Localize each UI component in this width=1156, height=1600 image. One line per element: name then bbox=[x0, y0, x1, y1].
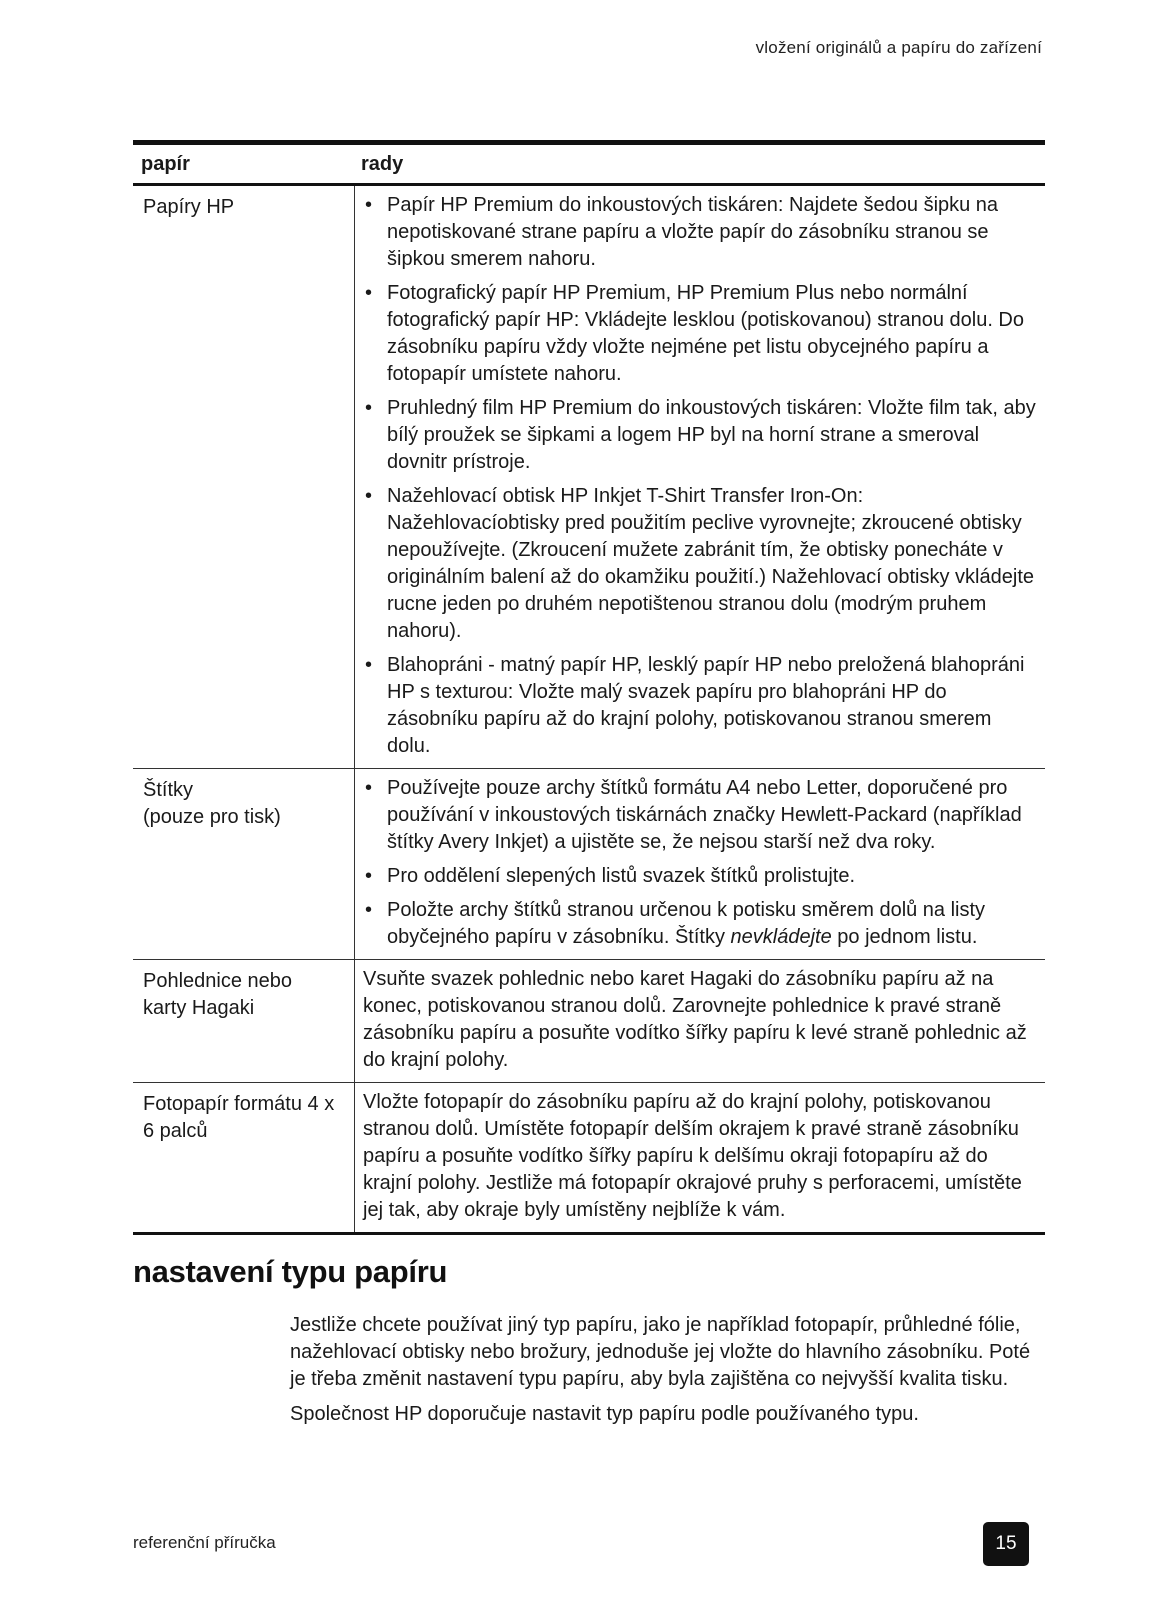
tip-item: • Blahopráni - matný papír HP, lesklý papír HP nebo preložená blahopráni HP s texturou: Vložte malý svazek papíru pro blahopráni HP do zásobníku papíru až do krajní polohy, potiskovanou stranou smerem dolu. bbox=[363, 652, 1039, 760]
paper-type-label: Pohlednice nebo bbox=[143, 970, 293, 992]
table-row bbox=[133, 186, 1045, 769]
tip-text: po jednom listu. bbox=[831, 926, 978, 948]
tip-item: • Fotografický papír HP Premium, HP Premium Plus nebo normální fotografický papír HP: Vkládejte lesklou (potiskovanou) stranou dolu. Do zásobníku papíru vždy vložte nejméne pet listu obycejného papíru a fotopapír umístete nahoru. bbox=[363, 280, 1039, 388]
tips-list bbox=[363, 775, 1039, 951]
paper-type-label: Štítky bbox=[143, 779, 194, 801]
tips-cell bbox=[355, 186, 1045, 768]
paper-type-cell bbox=[133, 1083, 355, 1232]
column-header-tips: rady bbox=[361, 152, 404, 175]
footer-manual-title: referenční příručka bbox=[133, 1533, 276, 1552]
paper-type-label: Fotopapír formátu 4 x bbox=[143, 1093, 335, 1115]
tip-item bbox=[363, 897, 1039, 951]
body-paragraph: Společnost HP doporučuje nastavit typ papíru podle používaného typu. bbox=[290, 1403, 919, 1425]
tip-item: • Pruhledný film HP Premium do inkoustových tiskáren: Vložte film tak, aby bílý proužek se šipkami a logem HP byl na horní strane a smeroval dovnitr prístroje. bbox=[363, 395, 1039, 476]
paper-tips-table bbox=[133, 140, 1045, 1235]
tips-cell bbox=[355, 769, 1045, 959]
paper-type-cell bbox=[133, 186, 355, 768]
page-number-badge: 15 bbox=[983, 1522, 1029, 1566]
table-header bbox=[133, 145, 1045, 186]
tips-cell: Vsuňte svazek pohlednic nebo karet Hagaki do zásobníku papíru až na konec, potiskovanou stranou dolů. Zarovnejte pohlednice k pravé straně zásobníku papíru a posuňte vodítko šířky papíru k levé straně pohlednic až do krajní polohy. bbox=[363, 968, 1027, 1071]
tip-item: • Pro oddělení slepených listů svazek štítků prolistujte. bbox=[363, 863, 1039, 890]
paper-type-label: karty Hagaki bbox=[143, 997, 255, 1019]
tip-emphasis: nevkládejte bbox=[730, 926, 832, 948]
paper-type-label: Papíry HP bbox=[143, 196, 235, 218]
table-row bbox=[133, 1083, 1045, 1232]
paper-type-cell bbox=[133, 769, 355, 959]
column-header-paper: papír bbox=[141, 152, 190, 175]
tip-item: • Používejte pouze archy štítků formátu A4 nebo Letter, doporučené pro používání v inkoustových tiskárnách značky Hewlett-Packard (například štítky Avery Inkjet) a ujistěte se, že nejsou starší než dva roky. bbox=[363, 775, 1039, 856]
running-header: vložení originálů a papíru do zařízení bbox=[755, 38, 1042, 57]
paper-type-cell bbox=[133, 960, 355, 1082]
paper-type-label: 6 palců bbox=[143, 1120, 208, 1142]
tip-item: • Nažehlovací obtisk HP Inkjet T-Shirt Transfer Iron-On: Nažehlovacíobtisky pred použitím peclive vyrovnejte; zkroucené obtisky nepoužívejte. (Zkroucení mužete zabránit tím, že obtisky ponecháte v originálním balení až do okamžiku použití.) Nažehlovací obtisky vkládejte rucne jeden po druhém nepotištenou stranou dolu (modrým pruhem nahoru). bbox=[363, 483, 1039, 645]
tip-text: Položte archy štítků stranou určenou k potisku směrem dolů na listy obyčejného papíru v zásobníku. Štítky bbox=[387, 899, 986, 948]
section-body bbox=[290, 1312, 1040, 1436]
body-paragraph: Jestliže chcete používat jiný typ papíru, jako je například fotopapír, průhledné fólie, nažehlovací obtisky nebo brožury, jednoduše jej vložte do hlavního zásobníku. Poté je třeba změnit nastavení typu papíru, aby byla zajištěna co nejvyšší kvalita tisku. bbox=[290, 1314, 1031, 1390]
table-row bbox=[133, 960, 1045, 1083]
paper-type-note: (pouze pro tisk) bbox=[143, 806, 281, 828]
tip-item: • Papír HP Premium do inkoustových tiskáren: Najdete šedou šipku na nepotiskované strane papíru a vložte papír do zásobníku stranou se šipkou smerem nahoru. bbox=[363, 192, 1039, 273]
table-row bbox=[133, 769, 1045, 960]
tips-cell: Vložte fotopapír do zásobníku papíru až do krajní polohy, potiskovanou stranou dolů. Umístěte fotopapír delším okrajem k pravé straně zásobníku papíru a posuňte vodítko šířky papíru k delšímu okraji fotopapíru až do krajní polohy. Jestliže má fotopapír okrajové pruhy s perforacemi, umístěte jej tak, aby okraje byly umístěny nejblíže k vám. bbox=[363, 1091, 1022, 1221]
tips-list bbox=[363, 192, 1039, 760]
section-heading: nastavení typu papíru bbox=[133, 1254, 448, 1289]
